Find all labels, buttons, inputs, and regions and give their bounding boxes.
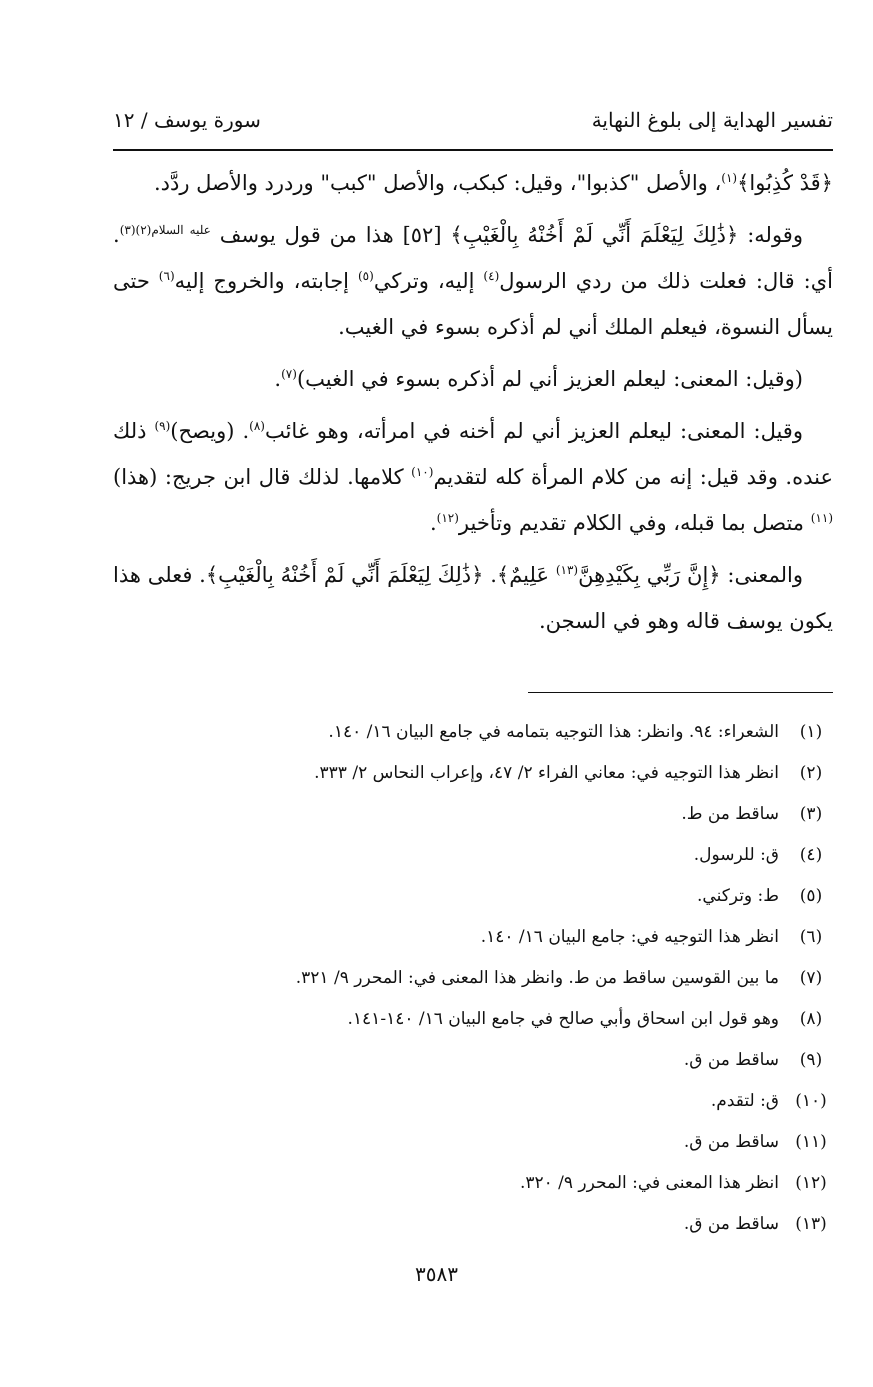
footnote-text: انظر هذا المعنى في: المحرر ٩/ ٣٢٠. xyxy=(519,1173,779,1193)
footnote-ref: (٩) xyxy=(154,419,171,433)
footnote-number: (٨) xyxy=(799,1009,823,1029)
paragraph-text: متصل بما قبله، وفي الكلام تقديم وتأخير xyxy=(458,511,811,535)
main-text xyxy=(113,160,833,650)
footnote-ref: (٤) xyxy=(483,269,500,283)
footnote-text: ساقط من ط. xyxy=(681,804,779,824)
footnote xyxy=(113,876,833,917)
paragraph-text: ، والأصل "كذبوا"، وقيل: كبكب، والأصل "كبب" وردرد والأصل ردَّد. xyxy=(153,171,722,195)
footnote-ref: (٢)(٣) xyxy=(119,223,152,237)
footnote-text: ما بين القوسين ساقط من ط. وانظر هذا المعنى في: المحرر ٩/ ٣٢١. xyxy=(295,968,779,988)
paragraph-text: إجابته، والخروج إليه xyxy=(174,269,358,293)
footnote-ref: (١٢) xyxy=(436,511,459,525)
footnote-number: (٣) xyxy=(799,804,823,824)
footnote xyxy=(113,999,833,1040)
footnote-text: ساقط من ق. xyxy=(683,1132,779,1152)
paragraph-lead: والمعنى: xyxy=(720,563,803,587)
footnote-text: وهو قول ابن اسحاق وأبي صالح في جامع البيان ١٦/ ١٤٠-١٤١. xyxy=(347,1009,779,1029)
footnote-number: (١٠) xyxy=(795,1091,827,1111)
paragraph-text: (وقيل: المعنى: ليعلم العزيز أني لم أذكره بسوء في الغيب) xyxy=(296,367,803,391)
footnote-ref: (١) xyxy=(721,171,738,185)
footnote-text: ق: للرسول. xyxy=(693,845,779,865)
paragraph-3 xyxy=(113,356,833,402)
footnote xyxy=(113,1040,833,1081)
footnote-number: (٢) xyxy=(799,763,823,783)
surah-label: سورة يوسف / ١٢ xyxy=(113,108,261,132)
footnote-number: (٩) xyxy=(799,1050,823,1070)
footnote-ref: (١١) xyxy=(810,511,833,525)
footnote-text: انظر هذا التوجيه في: جامع البيان ١٦/ ١٤٠. xyxy=(480,927,779,947)
paragraph-text: . أي: قال: فعلت ذلك من ردي الرسول xyxy=(113,223,834,293)
footnote-ref: (٧) xyxy=(281,367,297,381)
footnote xyxy=(113,794,833,835)
footnote-ref: (٥) xyxy=(357,269,374,283)
footnote-separator xyxy=(528,692,833,693)
footnote-text: ق: لتقدم. xyxy=(710,1091,779,1111)
footnote-number: (٧) xyxy=(799,968,823,988)
quran-quote: ﴿إِنَّ رَبِّي بِكَيْدِهِنَّ xyxy=(578,563,721,587)
footnote-number: (١) xyxy=(799,722,823,742)
footnote-number: (٤) xyxy=(799,845,823,865)
footnote-ref: (١٠) xyxy=(411,465,434,479)
paragraph-lead: وقوله: xyxy=(738,223,803,247)
footnote-ref: (٨) xyxy=(249,419,265,433)
footnote-number: (١٢) xyxy=(795,1173,827,1193)
paragraph-2 xyxy=(113,212,833,350)
footnote-number: (١١) xyxy=(795,1132,827,1152)
footnote xyxy=(113,917,833,958)
paragraph-text: وقيل: المعنى: ليعلم العزيز أني لم أخنه في امرأته، وهو غائب xyxy=(264,419,803,443)
book-title: تفسير الهداية إلى بلوغ النهاية xyxy=(591,108,833,132)
quran-quote: ﴿ذَٰلِكَ لِيَعْلَمَ أَنِّي لَمْ أَخُنْهُ بِالْغَيْبِ﴾ xyxy=(450,223,739,247)
paragraph-text: [٥٢] هذا من قول يوسف xyxy=(210,223,451,247)
running-header xyxy=(113,108,833,148)
footnote xyxy=(113,1204,833,1245)
footnote-text: ط: وتركني. xyxy=(697,886,779,906)
footnote-text: ساقط من ق. xyxy=(683,1050,779,1070)
footnote xyxy=(113,1081,833,1122)
footnote-ref: (١٣) xyxy=(555,563,579,577)
quran-quote: ﴿قَدْ كُذِبُوا﴾ xyxy=(737,171,833,195)
honorific: عليه السلام xyxy=(151,223,211,237)
page-number: ٣٥٨٣ xyxy=(415,1262,458,1286)
footnote-number: (٥) xyxy=(799,886,823,906)
paragraph-text: حتى يسأل النسوة، فيعلم الملك أني لم أذكره بسوء في الغيب. xyxy=(113,269,833,339)
quran-quote: ﴿ذَٰلِكَ لِيَعْلَمَ أَنِّي لَمْ أَخُنْهُ بِالْغَيْبِ﴾ xyxy=(205,563,484,587)
paragraph-1 xyxy=(113,160,833,206)
footnote-text: الشعراء: ٩٤. وانظر: هذا التوجيه بتمامه في جامع البيان ١٦/ ١٤٠. xyxy=(328,722,779,742)
paragraph-text: كلامها. لذلك قال ابن جريج: (هذا) xyxy=(113,465,412,489)
footnote-number: (١٣) xyxy=(795,1214,827,1234)
paragraph-text: . فعلى هذا يكون يوسف قاله وهو في السجن. xyxy=(113,563,833,633)
header-rule xyxy=(113,149,833,151)
footnote xyxy=(113,835,833,876)
footnote-text: انظر هذا التوجيه في: معاني الفراء ٢/ ٤٧، وإعراب النحاس ٢/ ٣٣٣. xyxy=(314,763,779,783)
paragraph-text: . (ويصح) xyxy=(170,419,250,443)
paragraph-5 xyxy=(113,552,833,644)
paragraph-text: . xyxy=(483,563,497,587)
footnote xyxy=(113,753,833,794)
paragraph-text: ذلك عنده. وقد قيل: إنه من كلام المرأة كله لتقديم xyxy=(113,419,833,489)
footnotes xyxy=(113,712,833,1245)
paragraph-text: . xyxy=(429,511,437,535)
quran-quote: عَلِيمٌ﴾ xyxy=(496,563,556,587)
paragraph-4 xyxy=(113,408,833,546)
footnote xyxy=(113,712,833,753)
footnote xyxy=(113,1122,833,1163)
paragraph-text: إليه، وتركي xyxy=(373,269,484,293)
footnote xyxy=(113,958,833,999)
footnote xyxy=(113,1163,833,1204)
footnote-number: (٦) xyxy=(799,927,823,947)
paragraph-text: . xyxy=(274,367,282,391)
footnote-ref: (٦) xyxy=(158,269,175,283)
footnote-text: ساقط من ق. xyxy=(683,1214,779,1234)
